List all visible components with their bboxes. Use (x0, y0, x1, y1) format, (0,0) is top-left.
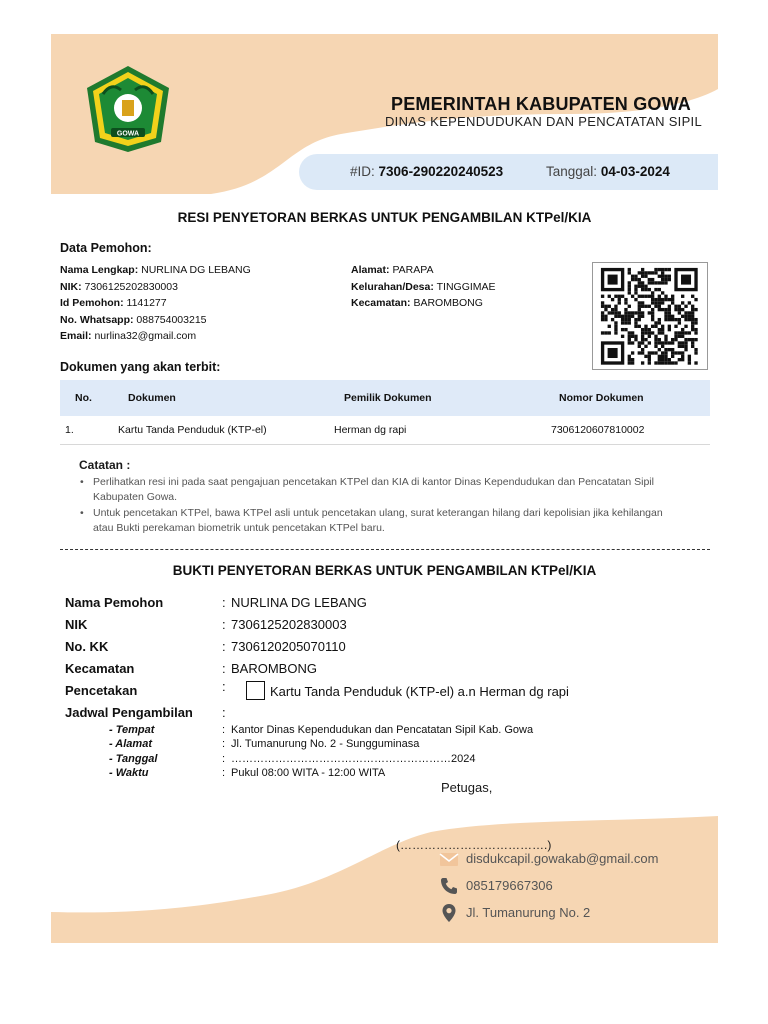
cell-doc-number: 7306120607810002 (544, 416, 710, 444)
receipt-title: RESI PENYETORAN BERKAS UNTUK PENGAMBILAN KTPel/KIA (177, 210, 592, 225)
field-full-name: Nama Lengkap: NURLINA DG LEBANG (60, 264, 251, 276)
col-header-owner: Pemilik Dokumen (334, 380, 544, 416)
printing-checkbox[interactable] (246, 681, 265, 700)
note-item: • Untuk pencetakan KTPel, bawa KTPel asli untuk pencetakan ulang, surat keterangan hilang dari kepolisian jika kehilangan atau Bukti perekaman biometrik untuk pencetakan KTPel baru. (79, 506, 679, 535)
field-district: Kecamatan: BAROMBONG (351, 297, 483, 309)
printing-value: Kartu Tanda Penduduk (KTP-el) a.n Herman dg rapi (270, 683, 569, 699)
date-label: Tanggal: (546, 164, 598, 179)
location-pin-icon (439, 903, 459, 923)
date-value: 04-03-2024 (600, 164, 670, 179)
col-header-doc-number: Nomor Dokumen (544, 380, 710, 416)
cell-document: Kartu Tanda Penduduk (KTP-el) (118, 416, 334, 444)
gowa-regency-logo (81, 62, 175, 156)
cell-owner: Herman dg rapi (334, 416, 544, 444)
officer-label: Petugas, (441, 780, 493, 795)
receipt-id (350, 164, 503, 179)
applicant-right-fields (351, 262, 496, 312)
qr-finder-pattern (601, 341, 624, 364)
field-address: Alamat: PARAPA (351, 264, 434, 276)
mail-icon (439, 849, 459, 869)
note-item: • Perlihatkan resi ini pada saat pengajuan pencetakan KTPel dan KIA di kantor Dinas Kependudukan dan Pencatatan Sipil Kabupaten Gowa. (79, 475, 679, 504)
field-nik: NIK: 7306125202830003 (60, 280, 178, 293)
qr-finder-pattern (601, 268, 624, 291)
id-date-bar (299, 154, 718, 190)
phone-icon (439, 876, 459, 896)
field-village: Kelurahan/Desa: TINGGIMAE (351, 280, 496, 293)
field-applicant-id: Id Pemohon: 1141277 (60, 297, 167, 309)
table-header-row (60, 380, 710, 416)
cell-no: 1. (60, 416, 118, 444)
id-value: 7306-290220240523 (378, 164, 504, 179)
notes-heading: Catatan : (79, 458, 131, 472)
applicant-left-fields (60, 262, 251, 345)
field-email: Email: nurlina32@gmail.com (60, 330, 197, 342)
field-whatsapp: No. Whatsapp: 088754003215 (60, 313, 207, 326)
cut-line-divider (60, 549, 710, 550)
table-row (60, 416, 710, 444)
receipt-page: GOWA PEMERINTAH KABUPATEN GOWA DINAS KEPENDUDUKAN DAN PENCATATAN SIPIL #ID: 7306-290220240523 Tanggal: 04-03-2024 RESI PENYETORAN BERKAS UNTUK PENGAMBILAN KTPel/KIA Data Pemohon: Nama Lengkap: NURLINA DG LEBANG NIK: 7306125202830003 Id Pemohon: 1141277 No. Whatsapp: 088754003215 Email: nurlina32@gmail.com Alamat: PARAPA Kelurahan/Desa: TINGGIMAE Kecamatan: BAROMBONG Dokumen yang akan terbit: No. Dokumen Pemilik Dokumen Nomor Dokumen 1. Kartu Tanda Penduduk (KTP-el) Herman dg rapi 7306120607810002 Catatan : • Perlihatkan resi ini pada saat pengajuan pencetakan KTPel dan KIA di kantor Dinas Kependudukan dan Pencatatan Sipil Kabupaten Gowa. • Untuk pencetakan KTPel, bawa KTPel asli untuk pencetakan ulang, surat keterangan hilang dari kepolisian jika kehilangan atau Bukti perekaman biometrik untuk pencetakan KTPel baru. BUKTI PENYETORAN BERKAS UNTUK PENGAMBILAN KTPel/KIA Nama Pemohon : NURLINA DG LEBANG NIK : 7306125202830003 No. KK : 7306120205070110 Kecamatan : BAROMBONG Pencetakan : Kartu Tanda Penduduk (KTP-el) a.n Herman dg rapi Jadwal Pengambilan : - Tempat : Kantor Dinas Kependudukan dan Pencatatan Sipil Kab. Gowa - Alamat : Jl. Tumanurung No. 2 - Sungguminasa - Tanggal : ……………………………………………………2024 - Waktu : Pukul 08:00 WITA - 12:00 WITA Petugas, (……………………………….) disdukcapil.gowakab@gmail.com 085179667306 Jl. Tumanurung No. 2 (51, 34, 718, 943)
proof-title: BUKTI PENYETORAN BERKAS UNTUK PENGAMBILAN KTPel/KIA (172, 563, 597, 578)
svg-text:GOWA: GOWA (116, 130, 140, 138)
qr-code (592, 262, 708, 370)
government-title: PEMERINTAH KABUPATEN GOWA (391, 94, 691, 114)
id-label: #ID: (350, 164, 375, 179)
col-header-no: No. (60, 380, 118, 416)
footer-wave-decoration (51, 814, 718, 943)
qr-finder-pattern (674, 268, 697, 291)
documents-heading: Dokumen yang akan terbit: (60, 360, 221, 374)
applicant-heading: Data Pemohon: (60, 241, 152, 255)
signature-line: (……………………………….) (396, 838, 552, 852)
col-header-document: Dokumen (118, 380, 334, 416)
documents-table (60, 380, 710, 445)
receipt-date (546, 164, 670, 179)
notes-list (79, 475, 679, 537)
department-subtitle: DINAS KEPENDUDUKAN DAN PENCATATAN SIPIL (384, 114, 702, 129)
